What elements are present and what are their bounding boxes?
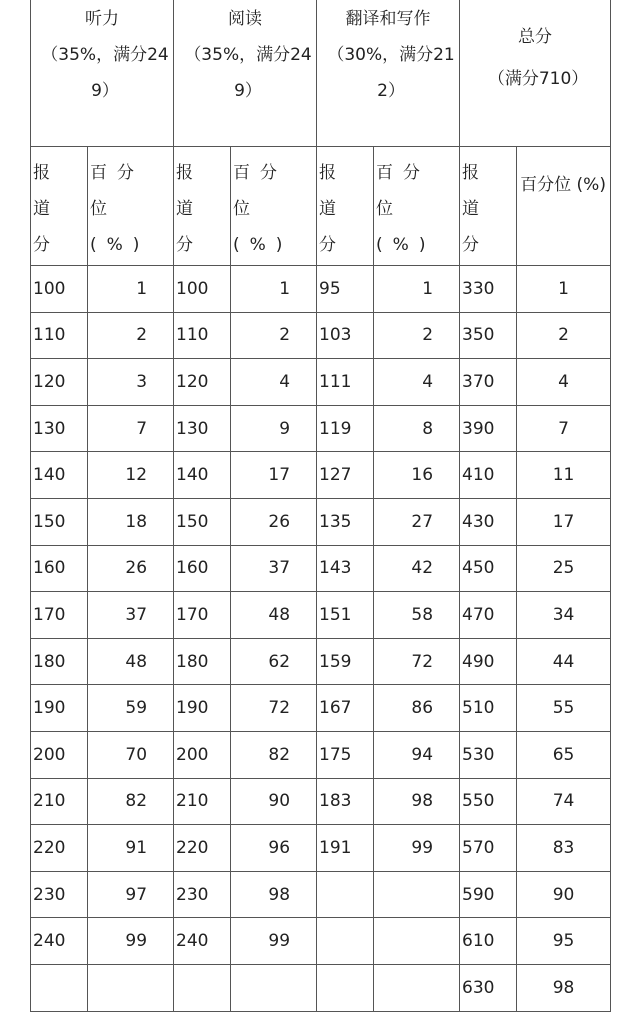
section-note: （30%，满分212） xyxy=(327,45,455,101)
score-cell: 175 xyxy=(317,731,374,778)
percentile-cell: 1 xyxy=(517,266,611,313)
score-cell: 143 xyxy=(317,545,374,592)
percentile-cell: 74 xyxy=(517,778,611,825)
percentile-column-header: 百分位(%) xyxy=(231,147,317,266)
table-row xyxy=(31,825,611,872)
table-row xyxy=(31,592,611,639)
score-cell: 100 xyxy=(31,266,88,313)
percentile-cell: 3 xyxy=(88,359,174,406)
percentile-cell: 11 xyxy=(517,452,611,499)
percentile-cell: 98 xyxy=(374,778,460,825)
score-cell: 150 xyxy=(31,498,88,545)
percentile-cell: 72 xyxy=(374,638,460,685)
score-cell: 530 xyxy=(460,731,517,778)
score-cell: 110 xyxy=(174,312,231,359)
percentile-cell: 59 xyxy=(88,685,174,732)
percentile-cell: 37 xyxy=(231,545,317,592)
section-title: 翻译和写作 xyxy=(345,9,431,29)
score-cell: 410 xyxy=(460,452,517,499)
score-cell: 240 xyxy=(174,918,231,965)
percentile-cell: 95 xyxy=(517,918,611,965)
percentile-cell: 99 xyxy=(231,918,317,965)
percentile-cell: 96 xyxy=(231,825,317,872)
score-cell: 190 xyxy=(174,685,231,732)
score-cell: 170 xyxy=(174,592,231,639)
score-column-header: 报道分 xyxy=(31,147,88,266)
score-cell: 127 xyxy=(317,452,374,499)
score-cell: 120 xyxy=(31,359,88,406)
percentile-cell: 16 xyxy=(374,452,460,499)
table-row xyxy=(31,359,611,406)
percentile-cell: 1 xyxy=(231,266,317,313)
table-row xyxy=(31,405,611,452)
table-row xyxy=(31,964,611,1011)
percentile-cell: 44 xyxy=(517,638,611,685)
score-cell xyxy=(317,918,374,965)
score-cell: 140 xyxy=(31,452,88,499)
score-cell: 490 xyxy=(460,638,517,685)
percentile-cell: 27 xyxy=(374,498,460,545)
score-cell: 210 xyxy=(31,778,88,825)
score-cell: 130 xyxy=(174,405,231,452)
table-row xyxy=(31,498,611,545)
score-cell xyxy=(317,964,374,1011)
percentile-column-header: 百分位(%) xyxy=(88,147,174,266)
table-row xyxy=(31,871,611,918)
percentile-cell: 2 xyxy=(88,312,174,359)
percentile-cell: 82 xyxy=(88,778,174,825)
percentile-cell: 4 xyxy=(374,359,460,406)
column-header-row xyxy=(31,147,611,266)
score-cell: 120 xyxy=(174,359,231,406)
percentile-cell xyxy=(374,918,460,965)
section-header-row xyxy=(31,0,611,147)
score-cell xyxy=(317,871,374,918)
table-row xyxy=(31,778,611,825)
percentile-cell: 37 xyxy=(88,592,174,639)
score-cell: 370 xyxy=(460,359,517,406)
score-cell: 103 xyxy=(317,312,374,359)
section-header-listening xyxy=(31,0,174,147)
percentile-cell: 12 xyxy=(88,452,174,499)
section-title: 听力 xyxy=(85,9,119,29)
score-cell: 610 xyxy=(460,918,517,965)
percentile-cell: 65 xyxy=(517,731,611,778)
score-cell: 350 xyxy=(460,312,517,359)
percentile-cell: 70 xyxy=(88,731,174,778)
percentile-cell: 99 xyxy=(374,825,460,872)
score-column-header: 报道分 xyxy=(317,147,374,266)
percentile-cell xyxy=(88,964,174,1011)
section-header-total xyxy=(460,0,611,147)
score-cell: 630 xyxy=(460,964,517,1011)
section-note: （满分710） xyxy=(487,69,589,89)
percentile-cell: 86 xyxy=(374,685,460,732)
table-row xyxy=(31,266,611,313)
score-cell: 550 xyxy=(460,778,517,825)
percentile-cell: 2 xyxy=(231,312,317,359)
percentile-cell: 90 xyxy=(517,871,611,918)
percentile-cell: 26 xyxy=(88,545,174,592)
section-title: 总分 xyxy=(518,27,553,47)
percentile-cell: 8 xyxy=(374,405,460,452)
score-cell: 167 xyxy=(317,685,374,732)
score-cell: 200 xyxy=(174,731,231,778)
score-cell: 140 xyxy=(174,452,231,499)
score-cell: 570 xyxy=(460,825,517,872)
percentile-cell: 18 xyxy=(88,498,174,545)
score-cell: 430 xyxy=(460,498,517,545)
score-cell: 110 xyxy=(31,312,88,359)
score-cell: 450 xyxy=(460,545,517,592)
percentile-cell: 55 xyxy=(517,685,611,732)
score-cell: 230 xyxy=(31,871,88,918)
percentile-cell xyxy=(374,871,460,918)
percentile-cell: 72 xyxy=(231,685,317,732)
percentile-cell: 99 xyxy=(88,918,174,965)
section-title: 阅读 xyxy=(228,9,263,29)
score-cell: 183 xyxy=(317,778,374,825)
percentile-cell: 97 xyxy=(88,871,174,918)
score-cell: 135 xyxy=(317,498,374,545)
score-cell xyxy=(31,964,88,1011)
score-cell xyxy=(174,964,231,1011)
table-row xyxy=(31,918,611,965)
score-cell: 130 xyxy=(31,405,88,452)
table-row xyxy=(31,545,611,592)
percentile-cell xyxy=(231,964,317,1011)
score-column-header: 报道分 xyxy=(460,147,517,266)
score-cell: 160 xyxy=(174,545,231,592)
score-cell: 470 xyxy=(460,592,517,639)
score-cell: 151 xyxy=(317,592,374,639)
score-percentile-table xyxy=(30,0,611,1012)
score-cell: 95 xyxy=(317,266,374,313)
score-cell: 390 xyxy=(460,405,517,452)
section-note: （35%，满分249） xyxy=(41,45,169,101)
percentile-cell: 98 xyxy=(231,871,317,918)
percentile-cell: 48 xyxy=(88,638,174,685)
percentile-cell: 7 xyxy=(517,405,611,452)
score-cell: 100 xyxy=(174,266,231,313)
score-cell: 200 xyxy=(31,731,88,778)
score-cell: 230 xyxy=(174,871,231,918)
score-cell: 180 xyxy=(31,638,88,685)
score-cell: 191 xyxy=(317,825,374,872)
percentile-cell: 17 xyxy=(517,498,611,545)
score-cell: 119 xyxy=(317,405,374,452)
table-row xyxy=(31,685,611,732)
percentile-cell xyxy=(374,964,460,1011)
score-cell: 510 xyxy=(460,685,517,732)
percentile-cell: 90 xyxy=(231,778,317,825)
table-row xyxy=(31,452,611,499)
percentile-cell: 62 xyxy=(231,638,317,685)
score-cell: 220 xyxy=(31,825,88,872)
percentile-cell: 7 xyxy=(88,405,174,452)
percentile-column-header: 百分位(%) xyxy=(374,147,460,266)
table-row xyxy=(31,638,611,685)
section-header-translation-writing xyxy=(317,0,460,147)
percentile-cell: 82 xyxy=(231,731,317,778)
table-row xyxy=(31,731,611,778)
percentile-cell: 48 xyxy=(231,592,317,639)
percentile-cell: 91 xyxy=(88,825,174,872)
percentile-cell: 34 xyxy=(517,592,611,639)
score-cell: 190 xyxy=(31,685,88,732)
score-cell: 150 xyxy=(174,498,231,545)
percentile-cell: 4 xyxy=(231,359,317,406)
score-cell: 330 xyxy=(460,266,517,313)
percentile-column-header: 百分位 (%) xyxy=(517,147,611,266)
percentile-cell: 26 xyxy=(231,498,317,545)
table-body xyxy=(31,0,611,1011)
score-cell: 590 xyxy=(460,871,517,918)
percentile-cell: 1 xyxy=(88,266,174,313)
score-cell: 170 xyxy=(31,592,88,639)
percentile-cell: 25 xyxy=(517,545,611,592)
section-note: （35%，满分249） xyxy=(184,45,312,101)
percentile-cell: 9 xyxy=(231,405,317,452)
table-row xyxy=(31,312,611,359)
score-cell: 160 xyxy=(31,545,88,592)
percentile-cell: 98 xyxy=(517,964,611,1011)
percentile-cell: 83 xyxy=(517,825,611,872)
score-cell: 180 xyxy=(174,638,231,685)
percentile-cell: 2 xyxy=(517,312,611,359)
section-header-reading xyxy=(174,0,317,147)
score-cell: 220 xyxy=(174,825,231,872)
score-cell: 159 xyxy=(317,638,374,685)
percentile-cell: 58 xyxy=(374,592,460,639)
percentile-cell: 94 xyxy=(374,731,460,778)
percentile-cell: 4 xyxy=(517,359,611,406)
percentile-cell: 1 xyxy=(374,266,460,313)
score-column-header: 报道分 xyxy=(174,147,231,266)
percentile-cell: 42 xyxy=(374,545,460,592)
score-cell: 240 xyxy=(31,918,88,965)
score-cell: 111 xyxy=(317,359,374,406)
percentile-cell: 2 xyxy=(374,312,460,359)
percentile-cell: 17 xyxy=(231,452,317,499)
score-cell: 210 xyxy=(174,778,231,825)
